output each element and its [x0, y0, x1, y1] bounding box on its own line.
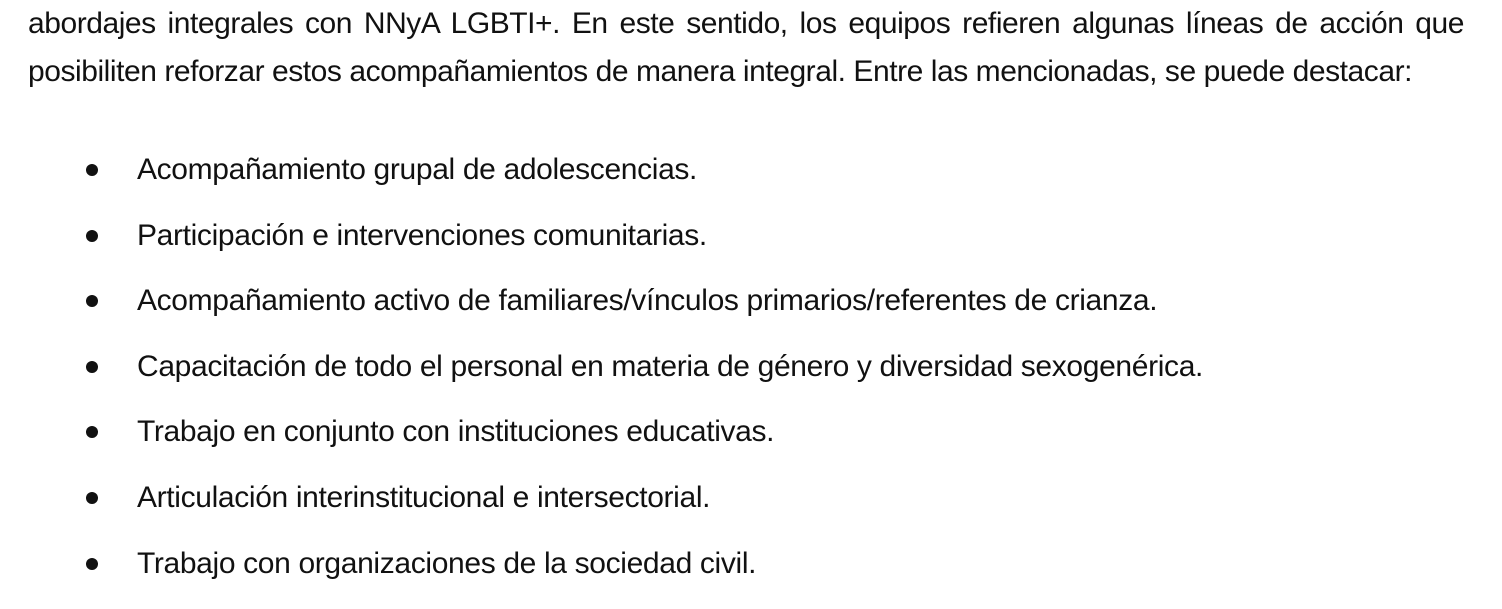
list-item-text: Acompañamiento grupal de adolescencias.	[137, 153, 698, 186]
list-item	[0, 478, 1502, 544]
bullet-dot-icon	[86, 361, 98, 373]
list-item-text: Trabajo en conjunto con instituciones educativas.	[137, 415, 775, 449]
list-item-text: Participación e intervenciones comunitarias.	[137, 218, 707, 252]
bullet-dot-icon	[86, 295, 98, 307]
bullet-dot-icon	[86, 164, 98, 176]
list-item-text: Articulación interinstitucional e intersectorial.	[137, 480, 711, 514]
list-item	[0, 412, 1502, 478]
bullet-dot-icon	[86, 492, 98, 504]
list-item	[0, 281, 1502, 347]
list-item-text: Acompañamiento activo de familiares/vínculos primarios/referentes de crianza.	[137, 284, 1158, 318]
bullet-dot-icon	[86, 558, 98, 570]
body-paragraph: abordajes integrales con NNyA LGBTI+. En este sentido, los equipos refieren algunas líneas de acción que posibiliten reforzar estos acompañamientos de manera integral. Entre las mencionadas, se puede destacar:	[28, 7, 1464, 88]
list-item	[0, 150, 1502, 216]
list-item-text: Capacitación de todo el personal en materia de género y diversidad sexogenérica.	[137, 349, 1204, 383]
bullet-dot-icon	[86, 426, 98, 438]
action-lines-list	[0, 150, 1502, 609]
bullet-dot-icon	[86, 230, 98, 242]
list-item	[0, 544, 1502, 609]
list-item-text: Trabajo con organizaciones de la sociedad civil.	[137, 546, 757, 580]
list-item	[0, 347, 1502, 413]
list-item	[0, 216, 1502, 282]
